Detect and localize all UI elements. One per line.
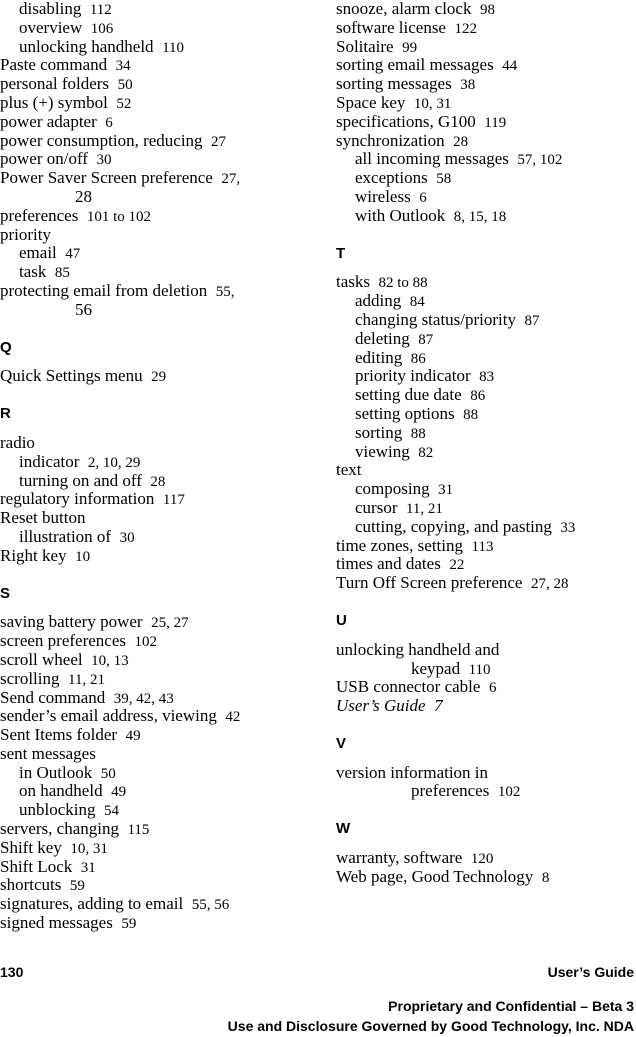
index-entry xyxy=(0,207,320,226)
entry-term: unlocking handheld xyxy=(19,36,154,56)
entry-page-numbers: 30 xyxy=(119,529,135,546)
entry-term: times and dates xyxy=(336,554,441,574)
entry-term: sorting messages xyxy=(336,74,452,94)
index-entry xyxy=(0,56,320,75)
page-number: 130 xyxy=(0,964,24,980)
confidentiality-notice: Proprietary and Confidential – Beta 3 xyxy=(388,998,634,1014)
entry-term: sent messages xyxy=(0,743,96,763)
entry-page-numbers: 54 xyxy=(104,803,119,820)
entry-page-numbers: 55, 56 xyxy=(191,897,230,914)
index-subentry xyxy=(336,311,636,330)
index-entry xyxy=(336,273,636,292)
entry-term: on handheld xyxy=(19,781,103,801)
index-entry xyxy=(0,94,320,113)
index-subentry xyxy=(336,480,636,499)
index-entry xyxy=(336,0,636,19)
entry-term: unlocking handheld and xyxy=(336,639,500,659)
index-entry xyxy=(336,574,636,593)
entry-page-numbers: 87 xyxy=(524,312,540,329)
entry-page-numbers: 110 xyxy=(162,39,185,56)
entry-page-numbers: 98 xyxy=(479,2,495,18)
index-letter-heading: U xyxy=(336,611,347,629)
index-entry xyxy=(0,707,320,726)
entry-term: signatures, adding to email xyxy=(0,894,184,914)
entry-page-numbers: 57, 102 xyxy=(517,152,563,169)
entry-term: exceptions xyxy=(355,168,428,188)
entry-term: power on/off xyxy=(0,149,88,169)
entry-continuation-text: 56 xyxy=(75,299,92,319)
entry-term: indicator xyxy=(19,451,80,471)
entry-page-numbers: 58 xyxy=(436,171,452,188)
entry-page-numbers: 83 xyxy=(479,369,495,386)
entry-page-numbers: 115 xyxy=(127,822,150,839)
index-letter-heading: W xyxy=(336,820,351,838)
entry-page-numbers: 112 xyxy=(89,2,112,18)
entry-continuation-text: keypad xyxy=(411,658,461,678)
entry-continuation-text: preferences xyxy=(411,781,490,801)
entry-term: preferences xyxy=(0,205,79,225)
entry-term: version information in xyxy=(336,762,489,782)
entry-page-numbers: 82 to 88 xyxy=(378,275,428,292)
index-entry xyxy=(0,839,320,858)
index-letter-heading: R xyxy=(0,405,11,423)
entry-page-numbers: 22 xyxy=(449,557,465,574)
index-entry xyxy=(0,876,320,895)
entry-term: priority xyxy=(0,224,51,244)
index-entry xyxy=(336,19,636,38)
index-subentry xyxy=(336,405,636,424)
index-entry xyxy=(0,282,320,301)
entry-page-numbers: 50 xyxy=(117,77,133,94)
index-subentry xyxy=(336,499,636,518)
index-entry xyxy=(0,113,320,132)
entry-term: tasks xyxy=(336,272,370,292)
entry-term: regulatory information xyxy=(0,489,155,509)
entry-page-numbers: 59 xyxy=(121,916,137,933)
index-entry xyxy=(0,613,320,632)
entry-page-numbers: 86 xyxy=(410,350,426,367)
entry-page-numbers: 99 xyxy=(402,39,418,56)
index-subentry xyxy=(0,263,320,282)
entry-term: turning on and off xyxy=(19,470,142,490)
entry-term: email xyxy=(19,243,57,263)
index-subentry xyxy=(336,188,636,207)
entry-page-numbers: 11, 21 xyxy=(405,500,443,517)
entry-term: cursor xyxy=(355,497,398,517)
entry-page-numbers: 84 xyxy=(409,294,425,311)
entry-page-numbers: 29 xyxy=(151,369,167,386)
entry-page-numbers: 10, 13 xyxy=(91,652,129,669)
entry-term: Right key xyxy=(0,545,67,565)
index-letter-heading: V xyxy=(336,734,347,752)
entry-page-numbers: 8 xyxy=(541,869,550,886)
index-subentry xyxy=(0,38,320,57)
entry-term: USB connector cable xyxy=(336,677,481,697)
entry-page-numbers: 113 xyxy=(471,538,494,555)
entry-page-numbers: 110 xyxy=(468,661,491,678)
entry-term: radio xyxy=(0,432,35,452)
entry-page-numbers: 52 xyxy=(116,95,132,112)
entry-term: unblocking xyxy=(19,800,96,820)
index-entry xyxy=(0,367,320,386)
entry-page-numbers: 27, xyxy=(221,171,241,188)
index-entry xyxy=(336,868,636,887)
entry-page-numbers: 88 xyxy=(463,406,479,423)
entry-term: sorting email messages xyxy=(336,55,494,75)
guide-title: User’s Guide xyxy=(547,964,634,980)
index-entry xyxy=(0,132,320,151)
index-subentry xyxy=(0,0,320,19)
entry-page-numbers: 28 xyxy=(453,133,469,150)
index-subentry xyxy=(336,207,636,226)
entry-page-numbers: 59 xyxy=(69,878,85,895)
entry-term: protecting email from deletion xyxy=(0,280,208,300)
entry-page-numbers: 85 xyxy=(54,265,70,282)
index-subentry xyxy=(336,518,636,537)
entry-page-numbers: 10 xyxy=(75,548,91,565)
index-subentry xyxy=(0,782,320,801)
entry-page-numbers: 7 xyxy=(434,696,443,716)
entry-page-numbers: 82 xyxy=(418,444,434,461)
entry-page-numbers: 10, 31 xyxy=(70,840,108,857)
index-entry xyxy=(0,434,320,453)
index-entry-continuation xyxy=(0,301,320,320)
index-entry xyxy=(336,678,636,697)
index-entry xyxy=(336,537,636,556)
entry-page-numbers: 87 xyxy=(418,331,434,348)
entry-term: Reset button xyxy=(0,508,86,528)
entry-term: cutting, copying, and pasting xyxy=(355,516,552,536)
entry-term: adding xyxy=(355,291,402,311)
entry-term: Power Saver Screen preference xyxy=(0,168,213,188)
entry-term: power consumption, reducing xyxy=(0,130,203,150)
entry-term: saving battery power xyxy=(0,612,143,632)
entry-term: Solitaire xyxy=(336,36,394,56)
index-entry xyxy=(336,461,636,480)
index-entry xyxy=(0,490,320,509)
entry-term: scroll wheel xyxy=(0,649,83,669)
entry-page-numbers: 28 xyxy=(150,473,166,490)
entry-page-numbers: 120 xyxy=(470,851,494,868)
entry-page-numbers: 47 xyxy=(65,246,81,263)
index-entry xyxy=(336,94,636,113)
entry-term: setting due date xyxy=(355,385,462,405)
entry-term: scrolling xyxy=(0,668,60,688)
index-entry xyxy=(0,632,320,651)
index-entry xyxy=(0,75,320,94)
index-subentry xyxy=(0,528,320,547)
index-subentry xyxy=(0,764,320,783)
entry-page-numbers: 102 xyxy=(497,784,521,801)
entry-page-numbers: 38 xyxy=(460,77,476,94)
entry-term: Turn Off Screen preference xyxy=(336,573,523,593)
entry-term: Sent Items folder xyxy=(0,725,118,745)
entry-page-numbers: 55, xyxy=(215,283,235,300)
entry-term: sorting xyxy=(355,422,403,442)
entry-page-numbers: 31 xyxy=(438,482,454,499)
entry-page-numbers: 33 xyxy=(560,519,576,536)
index-entry xyxy=(0,150,320,169)
entry-term: illustration of xyxy=(19,526,112,546)
entry-term: servers, changing xyxy=(0,819,119,839)
entry-term: wireless xyxy=(355,186,411,206)
entry-term: power adapter xyxy=(0,111,97,131)
entry-term: Shift key xyxy=(0,837,62,857)
entry-page-numbers: 119 xyxy=(484,114,507,131)
index-entry xyxy=(0,820,320,839)
entry-page-numbers: 88 xyxy=(410,425,426,442)
entry-page-numbers: 50 xyxy=(100,765,116,782)
entry-continuation-text: 28 xyxy=(75,186,92,206)
index-entry xyxy=(0,858,320,877)
index-subentry xyxy=(336,424,636,443)
entry-term: with Outlook xyxy=(355,205,446,225)
index-entry xyxy=(0,689,320,708)
index-subentry xyxy=(336,349,636,368)
entry-page-numbers: 49 xyxy=(111,784,127,801)
index-entry xyxy=(0,670,320,689)
index-entry xyxy=(0,895,320,914)
entry-page-numbers: 25, 27 xyxy=(151,615,189,632)
entry-term: all incoming messages xyxy=(355,149,509,169)
index-entry xyxy=(336,764,636,783)
index-letter-heading: Q xyxy=(0,338,12,356)
entry-term: signed messages xyxy=(0,913,113,933)
entry-term: Space key xyxy=(336,92,406,112)
entry-term: Paste command xyxy=(0,55,108,75)
entry-term: sender’s email address, viewing xyxy=(0,706,217,726)
index-subentry xyxy=(336,386,636,405)
index-entry xyxy=(0,547,320,566)
entry-term: User’s Guide xyxy=(336,696,426,716)
entry-term: priority indicator xyxy=(355,366,471,386)
entry-term: snooze, alarm clock xyxy=(336,0,472,18)
entry-term: setting options xyxy=(355,403,455,423)
index-subentry xyxy=(0,453,320,472)
entry-term: composing xyxy=(355,479,430,499)
entry-term: Quick Settings menu xyxy=(0,366,143,386)
index-subentry xyxy=(336,150,636,169)
index-column-left xyxy=(0,0,320,933)
entry-page-numbers: 34 xyxy=(115,58,131,75)
entry-term: Web page, Good Technology xyxy=(336,866,534,886)
entry-page-numbers: 102 xyxy=(134,634,157,651)
index-column-right xyxy=(336,0,636,887)
index-entry xyxy=(336,38,636,57)
entry-page-numbers: 6 xyxy=(419,189,427,206)
entry-term: Shift Lock xyxy=(0,856,73,876)
entry-page-numbers: 6 xyxy=(105,114,113,131)
entry-page-numbers: 2, 10, 29 xyxy=(87,454,141,471)
entry-page-numbers: 86 xyxy=(470,388,486,405)
entry-term: screen preferences xyxy=(0,631,126,651)
index-subentry xyxy=(0,472,320,491)
entry-term: specifications, G100 xyxy=(336,111,476,131)
entry-term: editing xyxy=(355,347,403,367)
entry-term: Send command xyxy=(0,687,106,707)
entry-page-numbers: 27, 28 xyxy=(530,576,569,593)
entry-term: text xyxy=(336,460,362,480)
entry-term: overview xyxy=(19,17,83,37)
entry-page-numbers: 101 to 102 xyxy=(86,208,151,225)
entry-term: warranty, software xyxy=(336,848,463,868)
index-entry xyxy=(0,745,320,764)
index-entry xyxy=(336,75,636,94)
index-subentry xyxy=(0,19,320,38)
index-entry xyxy=(336,132,636,151)
entry-page-numbers: 42 xyxy=(225,709,241,726)
entry-page-numbers: 6 xyxy=(488,680,497,697)
index-entry xyxy=(336,641,636,660)
entry-page-numbers: 39, 42, 43 xyxy=(113,690,174,707)
entry-term: shortcuts xyxy=(0,875,62,895)
index-entry xyxy=(0,169,320,188)
entry-page-numbers: 49 xyxy=(125,728,141,745)
entry-term: task xyxy=(19,262,47,282)
entry-term: plus (+) symbol xyxy=(0,92,108,112)
index-entry xyxy=(336,555,636,574)
index-subentry xyxy=(336,169,636,188)
index-subentry xyxy=(336,330,636,349)
entry-page-numbers: 106 xyxy=(90,20,114,37)
entry-page-numbers: 8, 15, 18 xyxy=(453,208,507,225)
entry-page-numbers: 27 xyxy=(211,133,227,150)
index-subentry xyxy=(0,244,320,263)
entry-page-numbers: 117 xyxy=(162,492,185,509)
entry-page-numbers: 30 xyxy=(96,152,112,169)
entry-term: personal folders xyxy=(0,74,110,94)
index-subentry xyxy=(336,292,636,311)
nda-notice: Use and Disclosure Governed by Good Technology, Inc. NDA xyxy=(227,1018,634,1034)
index-entry-continuation xyxy=(336,782,636,801)
index-entry xyxy=(0,226,320,245)
entry-term: deleting xyxy=(355,328,410,348)
entry-term: viewing xyxy=(355,441,410,461)
index-letter-heading: S xyxy=(0,584,11,602)
entry-page-numbers: 31 xyxy=(80,859,96,876)
entry-page-numbers: 122 xyxy=(454,20,477,37)
index-entry xyxy=(336,113,636,132)
entry-term: disabling xyxy=(19,0,82,18)
index-entry xyxy=(336,56,636,75)
index-entry-continuation xyxy=(0,188,320,207)
index-entry xyxy=(336,697,636,716)
entry-page-numbers: 11, 21 xyxy=(68,671,105,688)
index-entry xyxy=(0,914,320,933)
index-letter-heading: T xyxy=(336,244,346,262)
index-entry xyxy=(0,726,320,745)
index-entry xyxy=(0,509,320,528)
entry-page-numbers: 44 xyxy=(502,58,518,75)
entry-term: changing status/priority xyxy=(355,309,517,329)
entry-term: software license xyxy=(336,17,446,37)
index-subentry xyxy=(336,443,636,462)
index-subentry xyxy=(0,801,320,820)
index-entry xyxy=(336,849,636,868)
index-entry-continuation xyxy=(336,660,636,679)
entry-term: synchronization xyxy=(336,130,445,150)
entry-term: time zones, setting xyxy=(336,535,464,555)
index-entry xyxy=(0,651,320,670)
index-subentry xyxy=(336,367,636,386)
entry-page-numbers: 10, 31 xyxy=(413,95,452,112)
entry-term: in Outlook xyxy=(19,762,93,782)
